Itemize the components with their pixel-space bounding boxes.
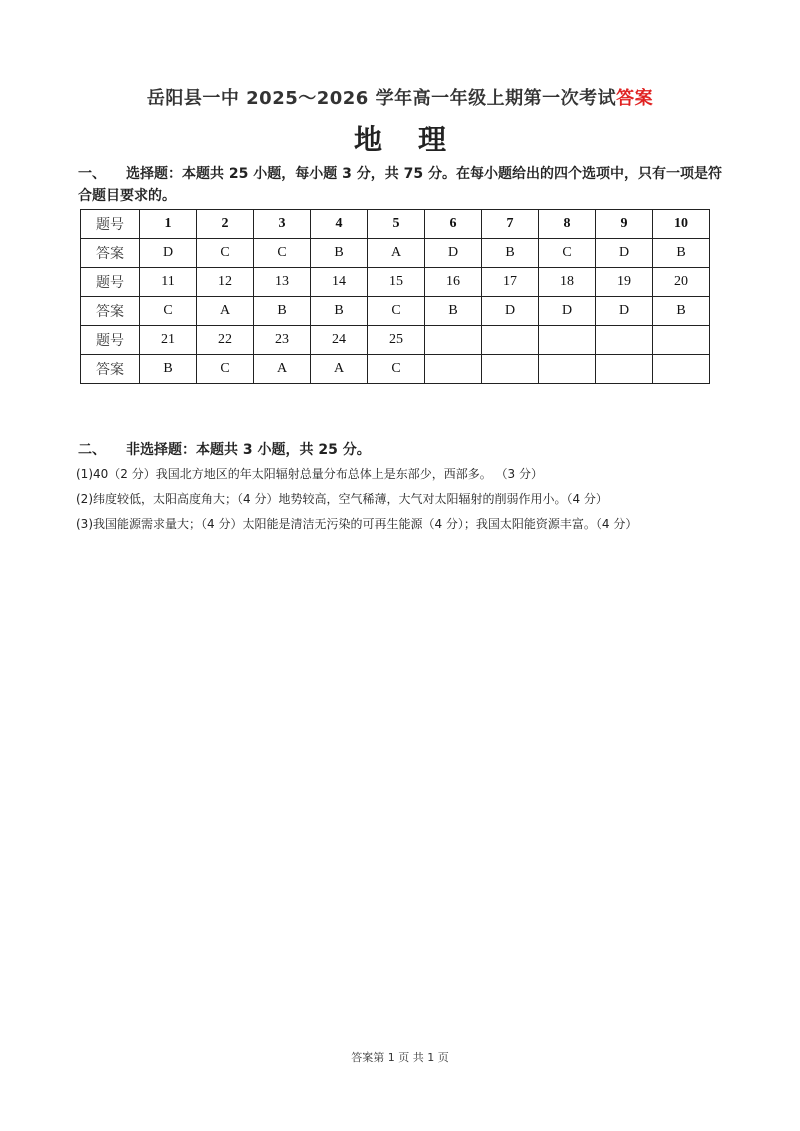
row-header: 答案 (81, 297, 140, 326)
table-cell: B (425, 297, 482, 326)
table-cell: 10 (653, 210, 710, 239)
section-1-number: 一、 (78, 166, 106, 182)
table-cell (653, 355, 710, 384)
table-cell: D (425, 239, 482, 268)
table-cell: C (368, 297, 425, 326)
table-cell: 12 (197, 268, 254, 297)
table-cell: 24 (311, 326, 368, 355)
table-cell (596, 355, 653, 384)
table-cell: 6 (425, 210, 482, 239)
row-header: 题号 (81, 268, 140, 297)
table-cell: B (140, 355, 197, 384)
table-cell: B (311, 297, 368, 326)
table-cell: 17 (482, 268, 539, 297)
page-title (0, 84, 800, 110)
subject-char-1: 地 (353, 123, 382, 156)
table-cell: 9 (596, 210, 653, 239)
table-cell: C (254, 239, 311, 268)
row-header: 答案 (81, 355, 140, 384)
title-accent: 答案 (616, 88, 654, 109)
table-cell: C (197, 355, 254, 384)
table-cell (539, 326, 596, 355)
section-2-text: 非选择题：本题共 3 小题，共 25 分。 (126, 442, 371, 458)
table-cell: 25 (368, 326, 425, 355)
table-cell: 15 (368, 268, 425, 297)
table-cell: C (539, 239, 596, 268)
table-cell: 18 (539, 268, 596, 297)
answer-table (80, 209, 710, 384)
section-2-number: 二、 (78, 442, 106, 458)
table-cell: B (482, 239, 539, 268)
subject-heading (0, 118, 800, 158)
page-footer: 答案第 1 页 共 1 页 (351, 1051, 449, 1064)
table-cell: A (254, 355, 311, 384)
table-cell: B (653, 239, 710, 268)
table-cell (482, 326, 539, 355)
table-cell: 23 (254, 326, 311, 355)
table-cell (539, 355, 596, 384)
table-cell: 5 (368, 210, 425, 239)
table-cell: A (197, 297, 254, 326)
table-row (81, 239, 710, 268)
table-cell: B (254, 297, 311, 326)
table-cell: 20 (653, 268, 710, 297)
table-cell: B (311, 239, 368, 268)
table-cell: 16 (425, 268, 482, 297)
section-1-text: 选择题：本题共 25 小题，每小题 3 分，共 75 分。在每小题给出的四个选项中，只有一项是符合题目要求的。 (78, 166, 722, 204)
table-cell (425, 326, 482, 355)
table-cell: C (140, 297, 197, 326)
table-cell: 11 (140, 268, 197, 297)
table-cell: D (482, 297, 539, 326)
table-cell: 22 (197, 326, 254, 355)
answer-1: (1)40（2 分）我国北方地区的年太阳辐射总量分布总体上是东部少，西部多。 （3 分） (76, 467, 543, 481)
answer-table-body (81, 210, 710, 384)
table-row (81, 210, 710, 239)
table-cell: C (368, 355, 425, 384)
table-cell (482, 355, 539, 384)
table-row (81, 297, 710, 326)
row-header: 答案 (81, 239, 140, 268)
row-header: 题号 (81, 210, 140, 239)
table-cell (596, 326, 653, 355)
table-cell: D (596, 239, 653, 268)
table-cell: 4 (311, 210, 368, 239)
table-cell: A (368, 239, 425, 268)
table-cell: A (311, 355, 368, 384)
answer-2: (2)纬度较低，太阳高度角大；（4 分）地势较高，空气稀薄，大气对太阳辐射的削弱作用小。（4 分） (76, 492, 608, 506)
table-row (81, 326, 710, 355)
table-cell: 7 (482, 210, 539, 239)
table-cell: 2 (197, 210, 254, 239)
section-2-heading (78, 439, 371, 459)
section-1-heading (78, 163, 728, 207)
row-header: 题号 (81, 326, 140, 355)
table-cell: D (539, 297, 596, 326)
table-cell: 8 (539, 210, 596, 239)
table-row (81, 355, 710, 384)
table-cell: C (197, 239, 254, 268)
subject-char-2: 理 (418, 123, 447, 156)
table-cell: 3 (254, 210, 311, 239)
table-cell: 21 (140, 326, 197, 355)
table-cell: D (596, 297, 653, 326)
table-cell: B (653, 297, 710, 326)
table-cell: 14 (311, 268, 368, 297)
table-cell: D (140, 239, 197, 268)
table-row (81, 268, 710, 297)
table-cell (653, 326, 710, 355)
table-cell (425, 355, 482, 384)
table-cell: 19 (596, 268, 653, 297)
title-main: 岳阳县一中 2025～2026 学年高一年级上期第一次考试 (146, 88, 617, 109)
answer-3: (3)我国能源需求量大；（4 分）太阳能是清洁无污染的可再生能源（4 分）；我国太阳能资源丰富。（4 分） (76, 517, 638, 531)
table-cell: 1 (140, 210, 197, 239)
table-cell: 13 (254, 268, 311, 297)
